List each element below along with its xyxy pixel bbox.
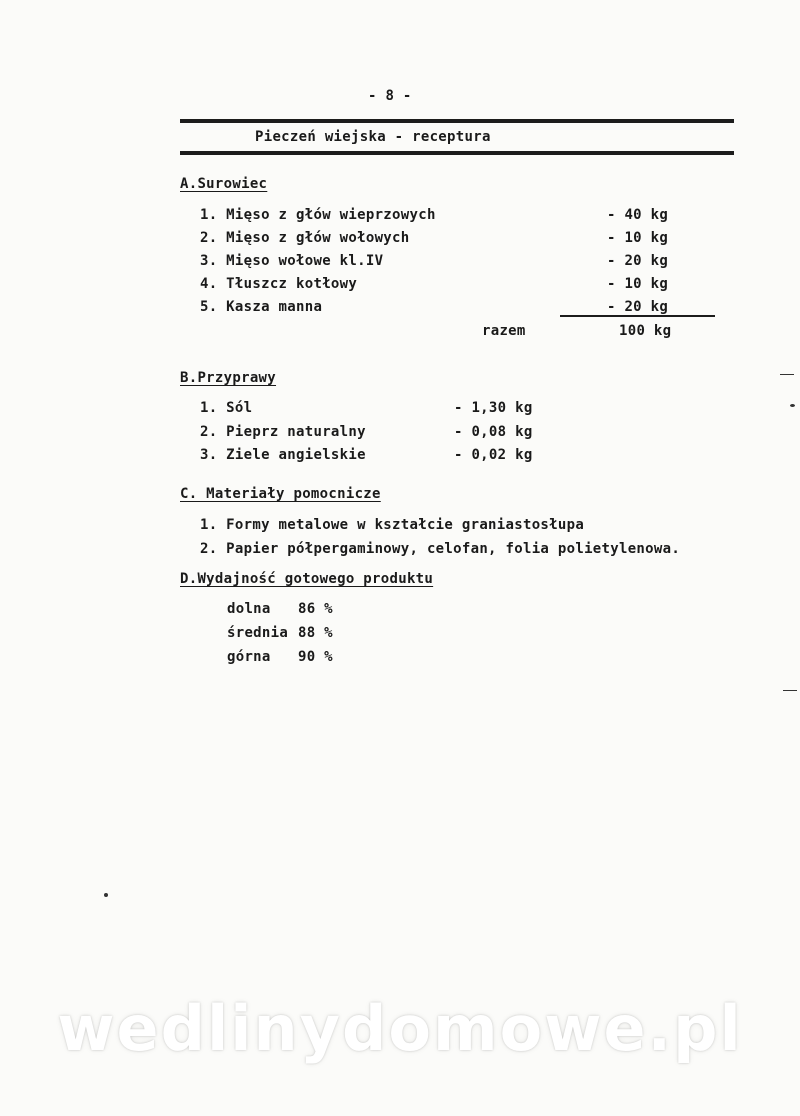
section-a-item-qty: - 40 kg xyxy=(607,207,669,223)
section-d-heading: D.Wydajność gotowego produktu xyxy=(180,571,434,587)
section-c-heading: C. Materiały pomocnicze xyxy=(180,486,381,502)
scan-speck xyxy=(104,893,108,897)
scan-speck xyxy=(790,404,795,407)
scan-speck xyxy=(783,690,797,691)
section-b-item-label: 1. Sól xyxy=(200,400,253,416)
section-a-item-qty: - 10 kg xyxy=(607,276,669,292)
section-a-item-qty: - 20 kg xyxy=(607,299,669,315)
yield-label: górna xyxy=(227,649,271,665)
section-a-item-label: 1. Mięso z głów wieprzowych xyxy=(200,207,436,223)
section-a-item-label: 4. Tłuszcz kotłowy xyxy=(200,276,358,292)
yield-value: 90 % xyxy=(298,649,333,665)
yield-label: średnia xyxy=(227,625,289,641)
page-title: Pieczeń wiejska - receptura xyxy=(255,129,491,145)
section-c-item: 1. Formy metalowe w kształcie graniastosłupa xyxy=(200,517,585,533)
sum-rule xyxy=(560,315,715,317)
title-rule-top xyxy=(180,119,734,123)
section-b-item-qty: - 1,30 kg xyxy=(454,400,533,416)
page-number: - 8 - xyxy=(368,88,412,104)
section-c-item: 2. Papier półpergaminowy, celofan, folia polietylenowa. xyxy=(200,541,681,557)
section-b-item-label: 3. Ziele angielskie xyxy=(200,447,366,463)
title-rule-bottom xyxy=(180,151,734,155)
yield-value: 86 % xyxy=(298,601,333,617)
section-a-item-label: 5. Kasza manna xyxy=(200,299,323,315)
section-b-item-label: 2. Pieprz naturalny xyxy=(200,424,366,440)
section-a-heading: A.Surowiec xyxy=(180,176,268,192)
section-a-item-qty: - 10 kg xyxy=(607,230,669,246)
scan-speck xyxy=(780,374,794,375)
watermark: wedlinydomowe.pl xyxy=(57,992,743,1065)
yield-value: 88 % xyxy=(298,625,333,641)
section-a-total-label: razem xyxy=(482,323,526,339)
section-a-item-label: 2. Mięso z głów wołowych xyxy=(200,230,410,246)
section-a-total-value: 100 kg xyxy=(619,323,672,339)
section-a-item-qty: - 20 kg xyxy=(607,253,669,269)
section-b-item-qty: - 0,02 kg xyxy=(454,447,533,463)
section-b-item-qty: - 0,08 kg xyxy=(454,424,533,440)
yield-label: dolna xyxy=(227,601,271,617)
section-a-item-label: 3. Mięso wołowe kl.IV xyxy=(200,253,384,269)
section-b-heading: B.Przyprawy xyxy=(180,370,277,386)
